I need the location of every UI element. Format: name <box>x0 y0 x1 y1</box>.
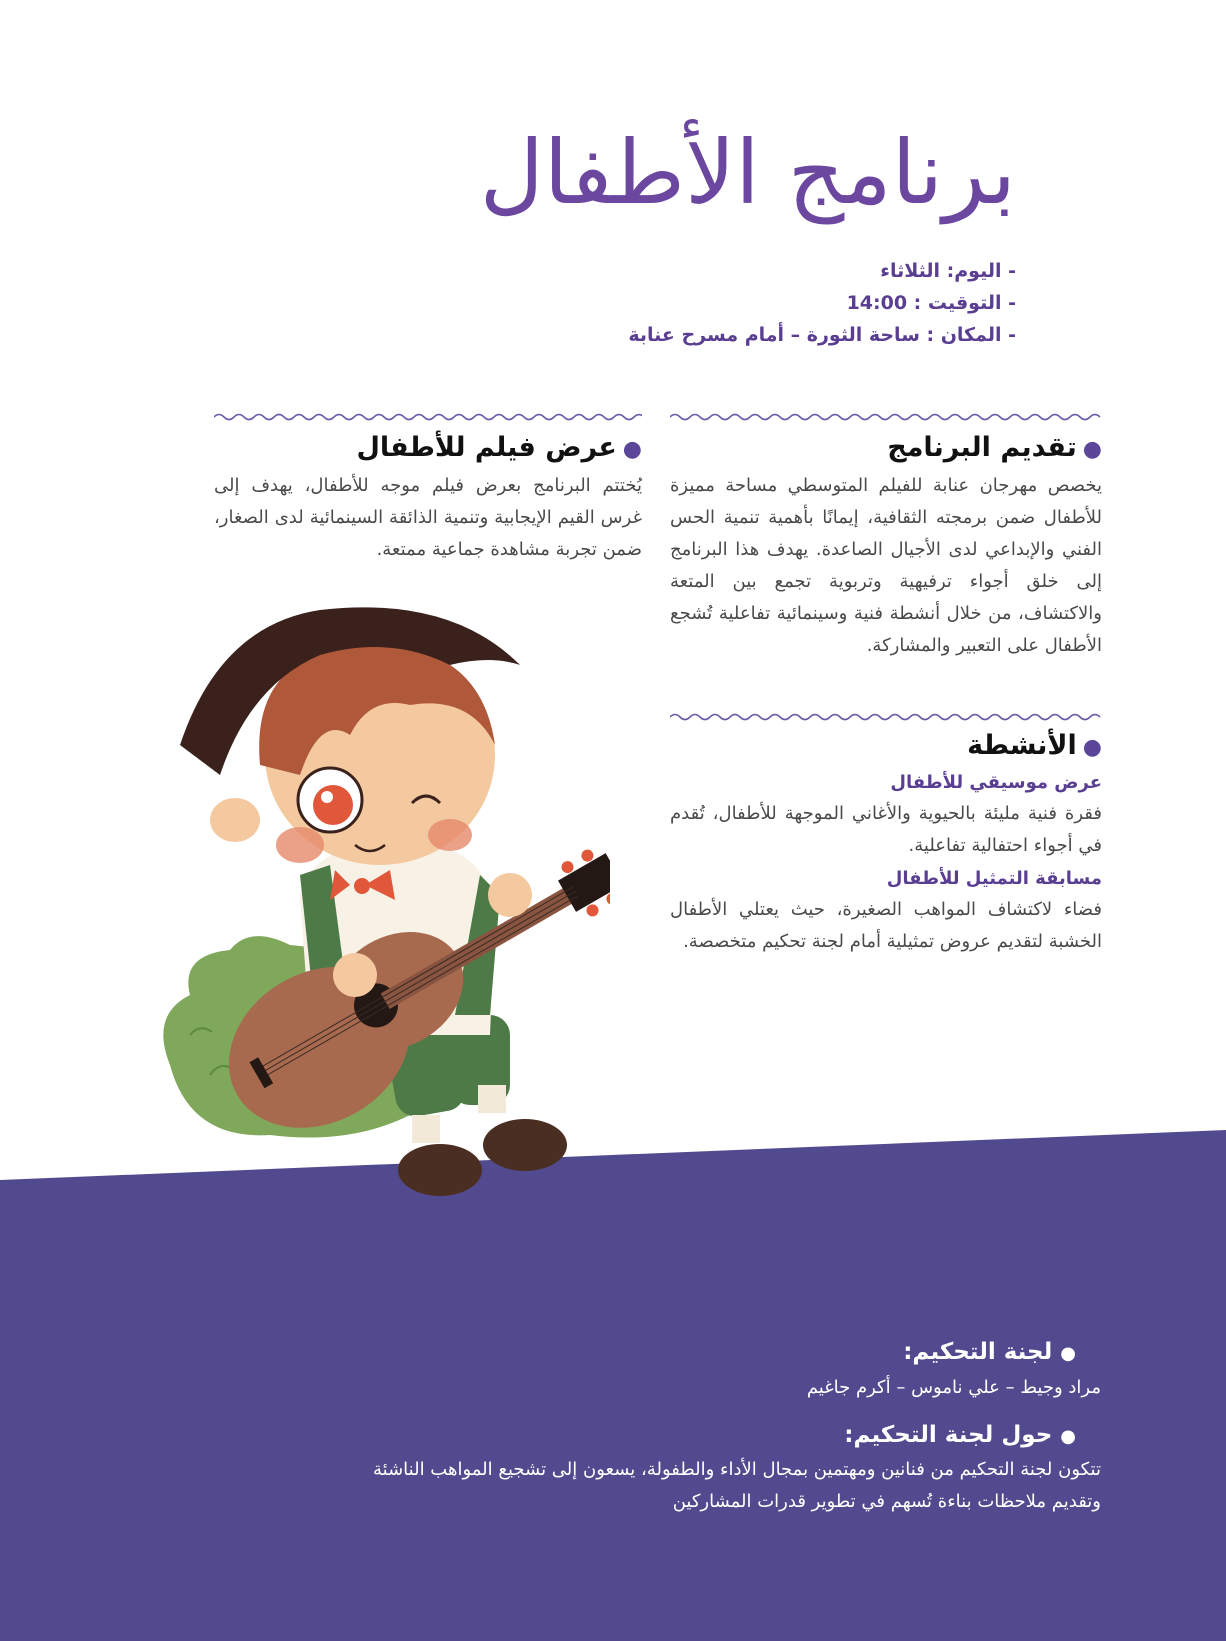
bullet-dot-icon: ● <box>622 437 642 462</box>
event-day: - اليوم: الثلاثاء <box>880 260 1016 282</box>
activities-heading: ●الأنشطة <box>967 730 1102 761</box>
activity-title: مسابقة التمثيل للأطفال <box>886 868 1102 889</box>
event-place: - المكان : ساحة الثورة – أمام مسرح عنابة <box>628 324 1016 346</box>
bullet-dot-icon: ● <box>1060 1343 1076 1364</box>
page-title: برنامج الأطفال <box>479 121 1016 224</box>
bullet-dot-icon: ● <box>1082 437 1102 462</box>
boy-guitar-illustration <box>150 595 610 1215</box>
intro-body: يخصص مهرجان عنابة للفيلم المتوسطي مساحة مميزة للأطفال ضمن برمجته الثقافية، إيمانًا بأهمية تنمية الحس الفني والإبداعي لدى الأجيال الصاعدة. يهدف هذا البرنامج إلى خلق أجواء ترفيهية وتربوية تجمع بين المتعة والاكتشاف، من خلال أنشطة فنية وسينمائية تفاعلية تُشجع الأطفال على التعبير والمشاركة. <box>670 475 1102 656</box>
film-body: يُختتم البرنامج بعرض فيلم موجه للأطفال، يهدف إلى غرس القيم الإيجابية وتنمية الذائقة السينمائية لدى الصغار، ضمن تجربة مشاهدة جماعية ممتعة. <box>214 475 642 560</box>
about-jury-heading: ●حول لجنة التحكيم: <box>844 1422 1076 1448</box>
bullet-dot-icon: ● <box>1082 735 1102 760</box>
event-info <box>416 255 1016 351</box>
event-time: - التوقيت : 14:00 <box>846 292 1016 314</box>
wavy-divider <box>670 712 1102 722</box>
activities-list <box>670 768 1102 958</box>
jury-heading: ●لجنة التحكيم: <box>903 1339 1076 1365</box>
activity-title: عرض موسيقي للأطفال <box>890 772 1102 793</box>
activity-body: فقرة فنية مليئة بالحيوية والأغاني الموجهة للأطفال، تُقدم في أجواء احتفالية تفاعلية. <box>670 803 1102 856</box>
wavy-divider <box>214 412 642 422</box>
film-heading: ●عرض فيلم للأطفال <box>356 432 642 463</box>
about-jury-body: تتكون لجنة التحكيم من فنانين ومهتمين بمجال الأداء والطفولة، يسعون إلى تشجيع المواهب الناشئة وتقديم ملاحظات بناءة تُسهم في تطوير قدرات المشاركين <box>373 1459 1101 1512</box>
intro-heading: ●تقديم البرنامج <box>887 432 1102 463</box>
bullet-dot-icon: ● <box>1060 1426 1076 1447</box>
wavy-divider <box>670 412 1102 422</box>
jury-members: مراد وجيط – علي ناموس – أكرم جاغيم <box>806 1377 1101 1398</box>
activity-body: فضاء لاكتشاف المواهب الصغيرة، حيث يعتلي الأطفال الخشبة لتقديم عروض تمثيلية أمام لجنة تحكيم متخصصة. <box>670 899 1102 952</box>
